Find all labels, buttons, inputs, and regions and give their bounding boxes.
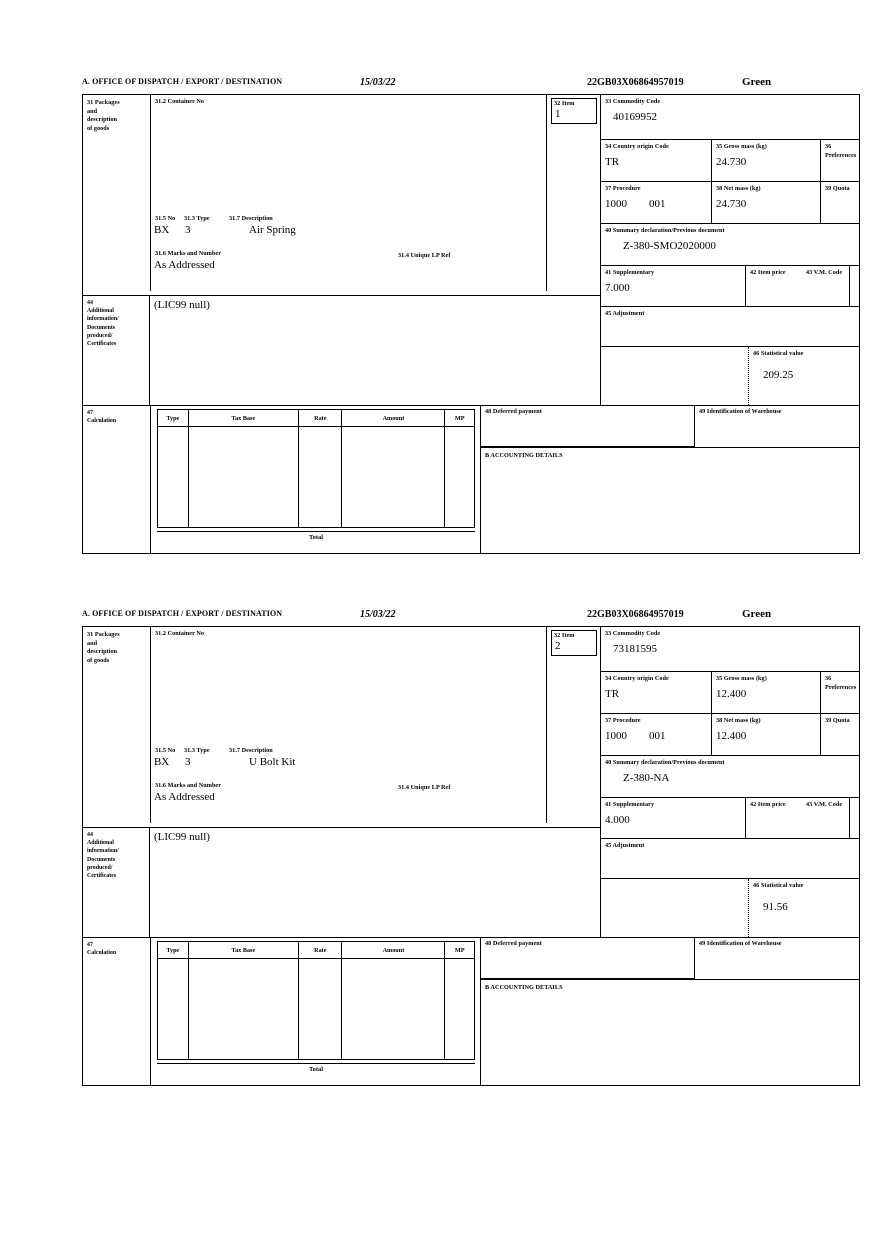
box-46-label: 46 Statistical value	[753, 350, 804, 357]
calc-cell-tax-base	[188, 427, 299, 528]
box-46-label-2: 46 Statistical value	[753, 882, 804, 889]
box-44-label-line4: Documents	[87, 324, 116, 331]
item-number-value: 1	[555, 108, 561, 120]
customs-form-item-1	[82, 78, 860, 554]
box-34-country-origin-2	[600, 672, 711, 714]
box-39-quota-2	[820, 714, 859, 756]
commodity-code-value: 40169952	[613, 110, 657, 123]
calc-col-type-2: Type	[158, 942, 189, 959]
box-38-label: 38 Net mass (kg)	[716, 185, 761, 192]
box-44-separator-2	[83, 827, 600, 828]
calc-col-rate: Rate	[299, 410, 342, 427]
box-41-supplementary-2	[600, 798, 745, 839]
box-49-label-2: 49 Identification of Warehouse	[699, 940, 782, 947]
calculation-header-row-2	[158, 942, 475, 959]
marks-and-number-value: As Addressed	[154, 259, 215, 271]
box-44-label-line1: 44	[87, 300, 93, 306]
box-B-accounting-details	[480, 447, 859, 553]
box-45-adjustment-2	[600, 839, 859, 879]
box-38-net-mass-2	[711, 714, 820, 756]
calculation-table-2	[157, 941, 475, 1060]
country-origin-code-value-2: TR	[605, 687, 620, 700]
box-31-6-marks-label: 31.6 Marks and Number	[155, 250, 222, 257]
preferences-value-2	[825, 692, 859, 696]
commodity-code-value-2: 73181595	[613, 642, 657, 655]
box-45-label: 45 Adjustment	[605, 310, 645, 317]
calc-col-type: Type	[158, 410, 189, 427]
box-38-net-mass	[711, 182, 820, 224]
calculation-body-row	[158, 427, 475, 528]
box-37-label: 37 Procedure	[605, 185, 641, 192]
box-31-3-type-label: 31.3 Type	[184, 215, 210, 222]
declaration-date: 15/03/22	[360, 77, 396, 88]
box-37-procedure-2	[600, 714, 711, 756]
box-43-label-2: 43 V.M. Code	[806, 801, 843, 808]
box-49-label: 49 Identification of Warehouse	[699, 408, 782, 415]
calculation-header-row	[158, 410, 475, 427]
box-47-calculation-table-2	[150, 937, 480, 1085]
box-44-label-line6-2: Certificates	[87, 873, 117, 880]
box-40-previous-document	[600, 224, 859, 266]
box-32-item-area-2	[546, 627, 600, 823]
movement-reference-number: 22GB03X06864957019	[587, 77, 684, 88]
box-46-divider-2	[601, 879, 749, 937]
box-41-label-2: 41 Supplementary	[605, 801, 655, 808]
previous-document-value-2: Z-380-NA	[623, 771, 670, 784]
calculation-total-label: Total	[157, 531, 475, 541]
box-31-7-description-label-2: 31.7 Description	[229, 747, 273, 754]
preferences-value	[825, 160, 859, 164]
adjustment-value	[605, 319, 859, 323]
box-31-label-line2-2: and	[87, 639, 98, 647]
box-40-label: 40 Summary declaration/Previous document	[605, 227, 725, 234]
box-44-label-line2: Additional	[87, 308, 114, 315]
box-47-label-line2-2: Calculation	[87, 950, 117, 957]
box-32-item-label-2: 32 Item	[554, 632, 575, 639]
statistical-value-value-2: 91.56	[763, 900, 788, 913]
box-46-statistical-value	[749, 347, 860, 405]
box-40-previous-document-2	[600, 756, 859, 798]
box-31-4-unique-lp-ref-label: 31.4 Unique LP Ref	[398, 252, 451, 259]
packages-type-value-2: 3	[185, 756, 191, 768]
item-price-value	[750, 278, 849, 282]
box-31-7-description-label: 31.7 Description	[229, 215, 273, 222]
goods-description-value-2: U Bolt Kit	[249, 756, 296, 768]
supplementary-value-2: 4.000	[605, 813, 630, 826]
box-43-vm-code-2	[806, 798, 859, 839]
office-of-dispatch-label: A. OFFICE OF DISPATCH / EXPORT / DESTINATION	[82, 77, 283, 86]
box-41-label: 41 Supplementary	[605, 269, 655, 276]
box-31-label-line4: of goods	[87, 124, 110, 132]
vm-code-value-2	[852, 801, 859, 805]
box-31-6-marks-label-2: 31.6 Marks and Number	[155, 782, 222, 789]
box-46-area-2	[600, 879, 859, 937]
calc-cell-rate-2	[299, 959, 342, 1060]
calc-cell-amount-2	[342, 959, 445, 1060]
box-47-calculation-table	[150, 405, 480, 553]
item-price-value-2	[750, 810, 849, 814]
procedure-value-2: 1000 001	[605, 729, 666, 742]
box-31-label-line2: and	[87, 107, 98, 115]
box-31-label-line3-2: description	[87, 648, 118, 655]
form-header	[82, 78, 860, 94]
goods-description-value: Air Spring	[249, 224, 296, 236]
box-43-vm-code	[806, 266, 859, 307]
form-body	[82, 94, 860, 554]
box-32-item-area	[546, 95, 600, 291]
box-31-5-no-label-2: 31.5 No	[155, 747, 176, 754]
box-49-warehouse	[694, 405, 859, 447]
box-44-label-line2-2: Additional	[87, 840, 114, 847]
box-46-divider	[601, 347, 749, 405]
box-47-label-line2: Calculation	[87, 418, 117, 425]
box-39-label: 39 Quota	[825, 185, 850, 192]
net-mass-value-2: 12.400	[716, 729, 747, 742]
box-37-label-2: 37 Procedure	[605, 717, 641, 724]
box-31-4-unique-lp-ref-label-2: 31.4 Unique LP Ref	[398, 784, 451, 791]
box-48-deferred-payment-2	[480, 937, 694, 979]
box-42-label-2: 42 Item price	[750, 801, 786, 808]
box-36-label-2: 36 Preferences	[825, 675, 857, 691]
previous-document-value: Z-380-SMO2020000	[623, 239, 716, 252]
packages-number-value: BX	[154, 224, 170, 236]
quota-value	[825, 194, 859, 198]
additional-information-value-2: (LIC99 null)	[154, 831, 210, 843]
box-31-2-container-no-label: 31.2 Container No	[155, 98, 205, 105]
box-B-label: B ACCOUNTING DETAILS	[485, 452, 563, 459]
vm-code-value	[852, 269, 859, 273]
calc-cell-mp	[445, 427, 475, 528]
box-35-label-2: 35 Gross mass (kg)	[716, 675, 767, 682]
box-39-label-2: 39 Quota	[825, 717, 850, 724]
calc-col-tax-base-2: Tax Base	[188, 942, 299, 959]
box-31-5-no-label: 31.5 No	[155, 215, 176, 222]
box-47-label-line1-2: 47	[87, 942, 93, 948]
box-39-quota	[820, 182, 859, 224]
box-34-country-origin	[600, 140, 711, 182]
box-43-label: 43 V.M. Code	[806, 269, 843, 276]
box-44-label-column	[83, 295, 150, 405]
box-37-procedure	[600, 182, 711, 224]
declaration-date-2: 15/03/22	[360, 609, 396, 620]
box-44-label-line3-2: information/	[87, 848, 119, 855]
box-45-adjustment	[600, 307, 859, 347]
box-46-statistical-value-2	[749, 879, 860, 937]
customs-form-item-2	[82, 610, 860, 1086]
box-31-3-type-label-2: 31.3 Type	[184, 747, 210, 754]
form-body-2	[82, 626, 860, 1086]
calc-col-mp-2: MP	[445, 942, 475, 959]
box-31-goods-area	[150, 95, 546, 291]
box-34-label-2: 34 Country origin Code	[605, 675, 669, 682]
calc-cell-mp-2	[445, 959, 475, 1060]
box-47-label-column	[83, 405, 150, 553]
box-35-label: 35 Gross mass (kg)	[716, 143, 767, 150]
box-44-label-line1-2: 44	[87, 832, 93, 838]
office-of-dispatch-label-2: A. OFFICE OF DISPATCH / EXPORT / DESTINATION	[82, 609, 283, 618]
box-48-label: 48 Deferred payment	[485, 408, 542, 415]
box-32-item-frame-2	[551, 630, 597, 656]
gross-mass-value: 24.730	[716, 155, 747, 168]
box-44-label-line6: Certificates	[87, 341, 117, 348]
box-47-label-column-2	[83, 937, 150, 1085]
box-B-accounting-details-2	[480, 979, 859, 1085]
box-33-commodity-code	[600, 95, 859, 140]
marks-and-number-value-2: As Addressed	[154, 791, 215, 803]
box-47-label-line1: 47	[87, 410, 93, 416]
box-B-label-2: B ACCOUNTING DETAILS	[485, 984, 563, 991]
box-36-preferences-2	[820, 672, 859, 714]
box-31-label-line3: description	[87, 116, 118, 123]
box-44-label-line3: information/	[87, 316, 119, 323]
packages-type-value: 3	[185, 224, 191, 236]
box-44-label-column-2	[83, 827, 150, 937]
box-33-label-2: 33 Commodity Code	[605, 630, 661, 637]
box-33-label: 33 Commodity Code	[605, 98, 661, 105]
box-45-label-2: 45 Adjustment	[605, 842, 645, 849]
box-49-warehouse-2	[694, 937, 859, 979]
calc-cell-type	[158, 427, 189, 528]
calc-cell-amount	[342, 427, 445, 528]
quota-value-2	[825, 726, 859, 730]
box-31-label-line4-2: of goods	[87, 656, 110, 664]
box-38-label-2: 38 Net mass (kg)	[716, 717, 761, 724]
net-mass-value: 24.730	[716, 197, 747, 210]
box-44-label-line4-2: Documents	[87, 856, 116, 863]
box-35-gross-mass	[711, 140, 820, 182]
gross-mass-value-2: 12.400	[716, 687, 747, 700]
calculation-total-label-2: Total	[157, 1063, 475, 1073]
movement-reference-number-2: 22GB03X06864957019	[587, 609, 684, 620]
lane-colour: Green	[742, 76, 772, 88]
calc-cell-tax-base-2	[188, 959, 299, 1060]
box-31-goods-area-2	[150, 627, 546, 823]
calculation-table	[157, 409, 475, 528]
supplementary-value: 7.000	[605, 281, 630, 294]
box-48-label-2: 48 Deferred payment	[485, 940, 542, 947]
box-31-2-container-no-label-2: 31.2 Container No	[155, 630, 205, 637]
calculation-body-row-2	[158, 959, 475, 1060]
procedure-value: 1000 001	[605, 197, 666, 210]
box-42-label: 42 Item price	[750, 269, 786, 276]
adjustment-value-2	[605, 851, 859, 855]
box-32-item-label: 32 Item	[554, 100, 575, 107]
box-35-gross-mass-2	[711, 672, 820, 714]
box-34-label: 34 Country origin Code	[605, 143, 669, 150]
box-44-label-line5-2: produced/	[87, 864, 113, 871]
statistical-value-value: 209.25	[763, 368, 794, 381]
additional-information-value: (LIC99 null)	[154, 299, 210, 311]
box-32-item-frame	[551, 98, 597, 124]
calc-col-tax-base: Tax Base	[188, 410, 299, 427]
lane-colour-2: Green	[742, 608, 772, 620]
box-31-label-line1-2: 31 Packages	[87, 631, 120, 638]
box-33-commodity-code-2	[600, 627, 859, 672]
calc-cell-rate	[299, 427, 342, 528]
item-number-value-2: 2	[555, 640, 561, 652]
box-36-preferences	[820, 140, 859, 182]
box-44-separator	[83, 295, 600, 296]
box-41-supplementary	[600, 266, 745, 307]
calc-col-amount-2: Amount	[342, 942, 445, 959]
calc-col-amount: Amount	[342, 410, 445, 427]
box-48-deferred-payment	[480, 405, 694, 447]
packages-number-value-2: BX	[154, 756, 170, 768]
box-40-label-2: 40 Summary declaration/Previous document	[605, 759, 725, 766]
country-origin-code-value: TR	[605, 155, 620, 168]
box-36-label: 36 Preferences	[825, 143, 857, 159]
box-31-label-line1: 31 Packages	[87, 99, 120, 106]
box-46-area	[600, 347, 859, 405]
calc-col-mp: MP	[445, 410, 475, 427]
calc-col-rate-2: Rate	[299, 942, 342, 959]
calc-cell-type-2	[158, 959, 189, 1060]
box-44-label-line5: produced/	[87, 332, 113, 339]
form-header-2	[82, 610, 860, 626]
